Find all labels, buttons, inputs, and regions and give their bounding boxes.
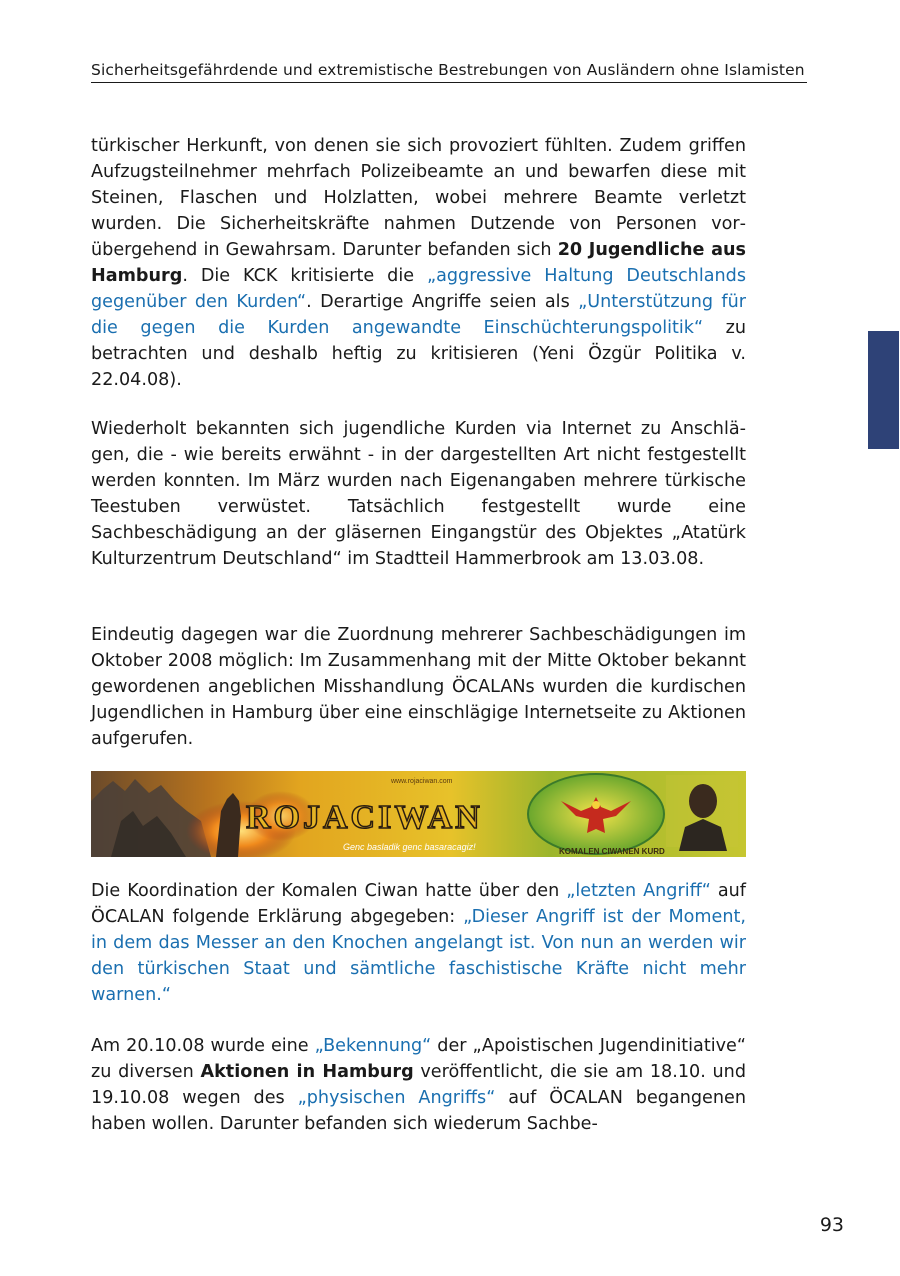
text: . Derartige Angriffe seien als bbox=[306, 292, 579, 312]
paragraph-4 bbox=[91, 878, 746, 1008]
text: Die Koordination der Komalen Ciwan hatte über den bbox=[91, 881, 567, 901]
text: türkischer Herkunft, von denen sie sich provoziert fühlten. Zudem griffen Aufzugsteilnehmer mehrfach Polizeibeamte an und bewarfen diese mit Steinen, Flaschen und Holzlatten, wobei mehrere Beamte verletzt wurden. Die Sicherheitskräfte nahmen Dutzende von Personen vorübergehend in Gewahrsam. Darunter befanden sich bbox=[91, 136, 746, 260]
banner-slogan-text: Genc basladik genc basaracagiz! bbox=[343, 842, 476, 852]
chapter-tab-marker bbox=[868, 331, 899, 449]
quote-text: „physischen Angriffs“ bbox=[297, 1088, 496, 1108]
bold-text: Aktionen in Hamburg bbox=[200, 1062, 414, 1082]
text: zu betrachten und deshalb heftig zu kritisieren (Yeni Özgür Politika v. 22.04.08). bbox=[91, 318, 746, 390]
text: Am 20.10.08 wurde eine bbox=[91, 1036, 315, 1056]
paragraph-1 bbox=[91, 133, 746, 393]
text: auf ÖCALAN folgende Erklärung abgegeben: bbox=[91, 881, 746, 927]
banner-title-text: ROJACIWAN bbox=[246, 799, 483, 836]
running-header-title: Sicherheitsgefährdende und extremistische Bestrebungen von Ausländern ohne Islamisten bbox=[91, 61, 805, 79]
text: auf ÖCALAN begangenen haben wollen. Darunter befanden sich wiederum Sachbe- bbox=[91, 1088, 746, 1134]
quote-text: „aggressive Haltung Deutschlands gegenüber den Kurden“ bbox=[91, 266, 746, 312]
quote-text: „Dieser Angriff ist der Moment, in dem das Messer an den Knochen angelangt ist. Von nun an werden wir den türkischen Staat und sämtliche faschistische Kräfte nicht mehr warnen.“ bbox=[91, 907, 747, 1005]
quote-text: „Bekennung“ bbox=[314, 1036, 432, 1056]
paragraph-2 bbox=[91, 416, 746, 572]
paragraph-3 bbox=[91, 622, 746, 752]
banner-url-text: www.rojaciwan.com bbox=[391, 778, 453, 785]
text: Wiederholt bekannten sich jugendliche Kurden via Internet zu Anschlägen, die - wie bereits erwähnt - in der dargestellten Art nicht festgestellt werden konnten. Im März wurden nach Eigenangaben mehrere türkische Teestuben verwüstet. Tatsächlich festgestellt wurde eine Sachbeschädigung an der gläsernen Eingangstür des Objektes „Atatürk Kulturzentrum Deutschland“ im Stadtteil Hammerbrook am 13.03.08. bbox=[91, 419, 746, 569]
page-number: 93 bbox=[819, 1214, 844, 1236]
quote-text: „Unterstützung für die gegen die Kurden angewandte Einschüchterungspolitik“ bbox=[91, 292, 746, 338]
rojaciwan-banner-image bbox=[91, 771, 746, 857]
banner-org-text: KOMALEN CIWANEN KURD bbox=[559, 847, 665, 856]
running-header bbox=[91, 61, 807, 83]
text: . Die KCK kritisierte die bbox=[182, 266, 427, 286]
text: Eindeutig dagegen war die Zuordnung mehrerer Sachbeschädigungen im Oktober 2008 möglich: Im Zusammenhang mit der Mitte Oktober bekannt gewordenen angeblichen Misshandlung ÖCALANs wurden die kurdischen Jugendlichen in Hamburg über eine einschlägige Internetseite zu Aktionen aufgerufen. bbox=[91, 625, 746, 749]
paragraph-5 bbox=[91, 1033, 746, 1137]
text: der „Apoistischen Jugendinitiative“ zu diversen bbox=[91, 1036, 746, 1082]
text: veröffentlicht, die sie am 18.10. und 19.10.08 wegen des bbox=[91, 1062, 746, 1108]
quote-text: „letzten Angriff“ bbox=[566, 881, 711, 901]
bold-text: 20 Jugendliche aus Hamburg bbox=[91, 240, 746, 286]
